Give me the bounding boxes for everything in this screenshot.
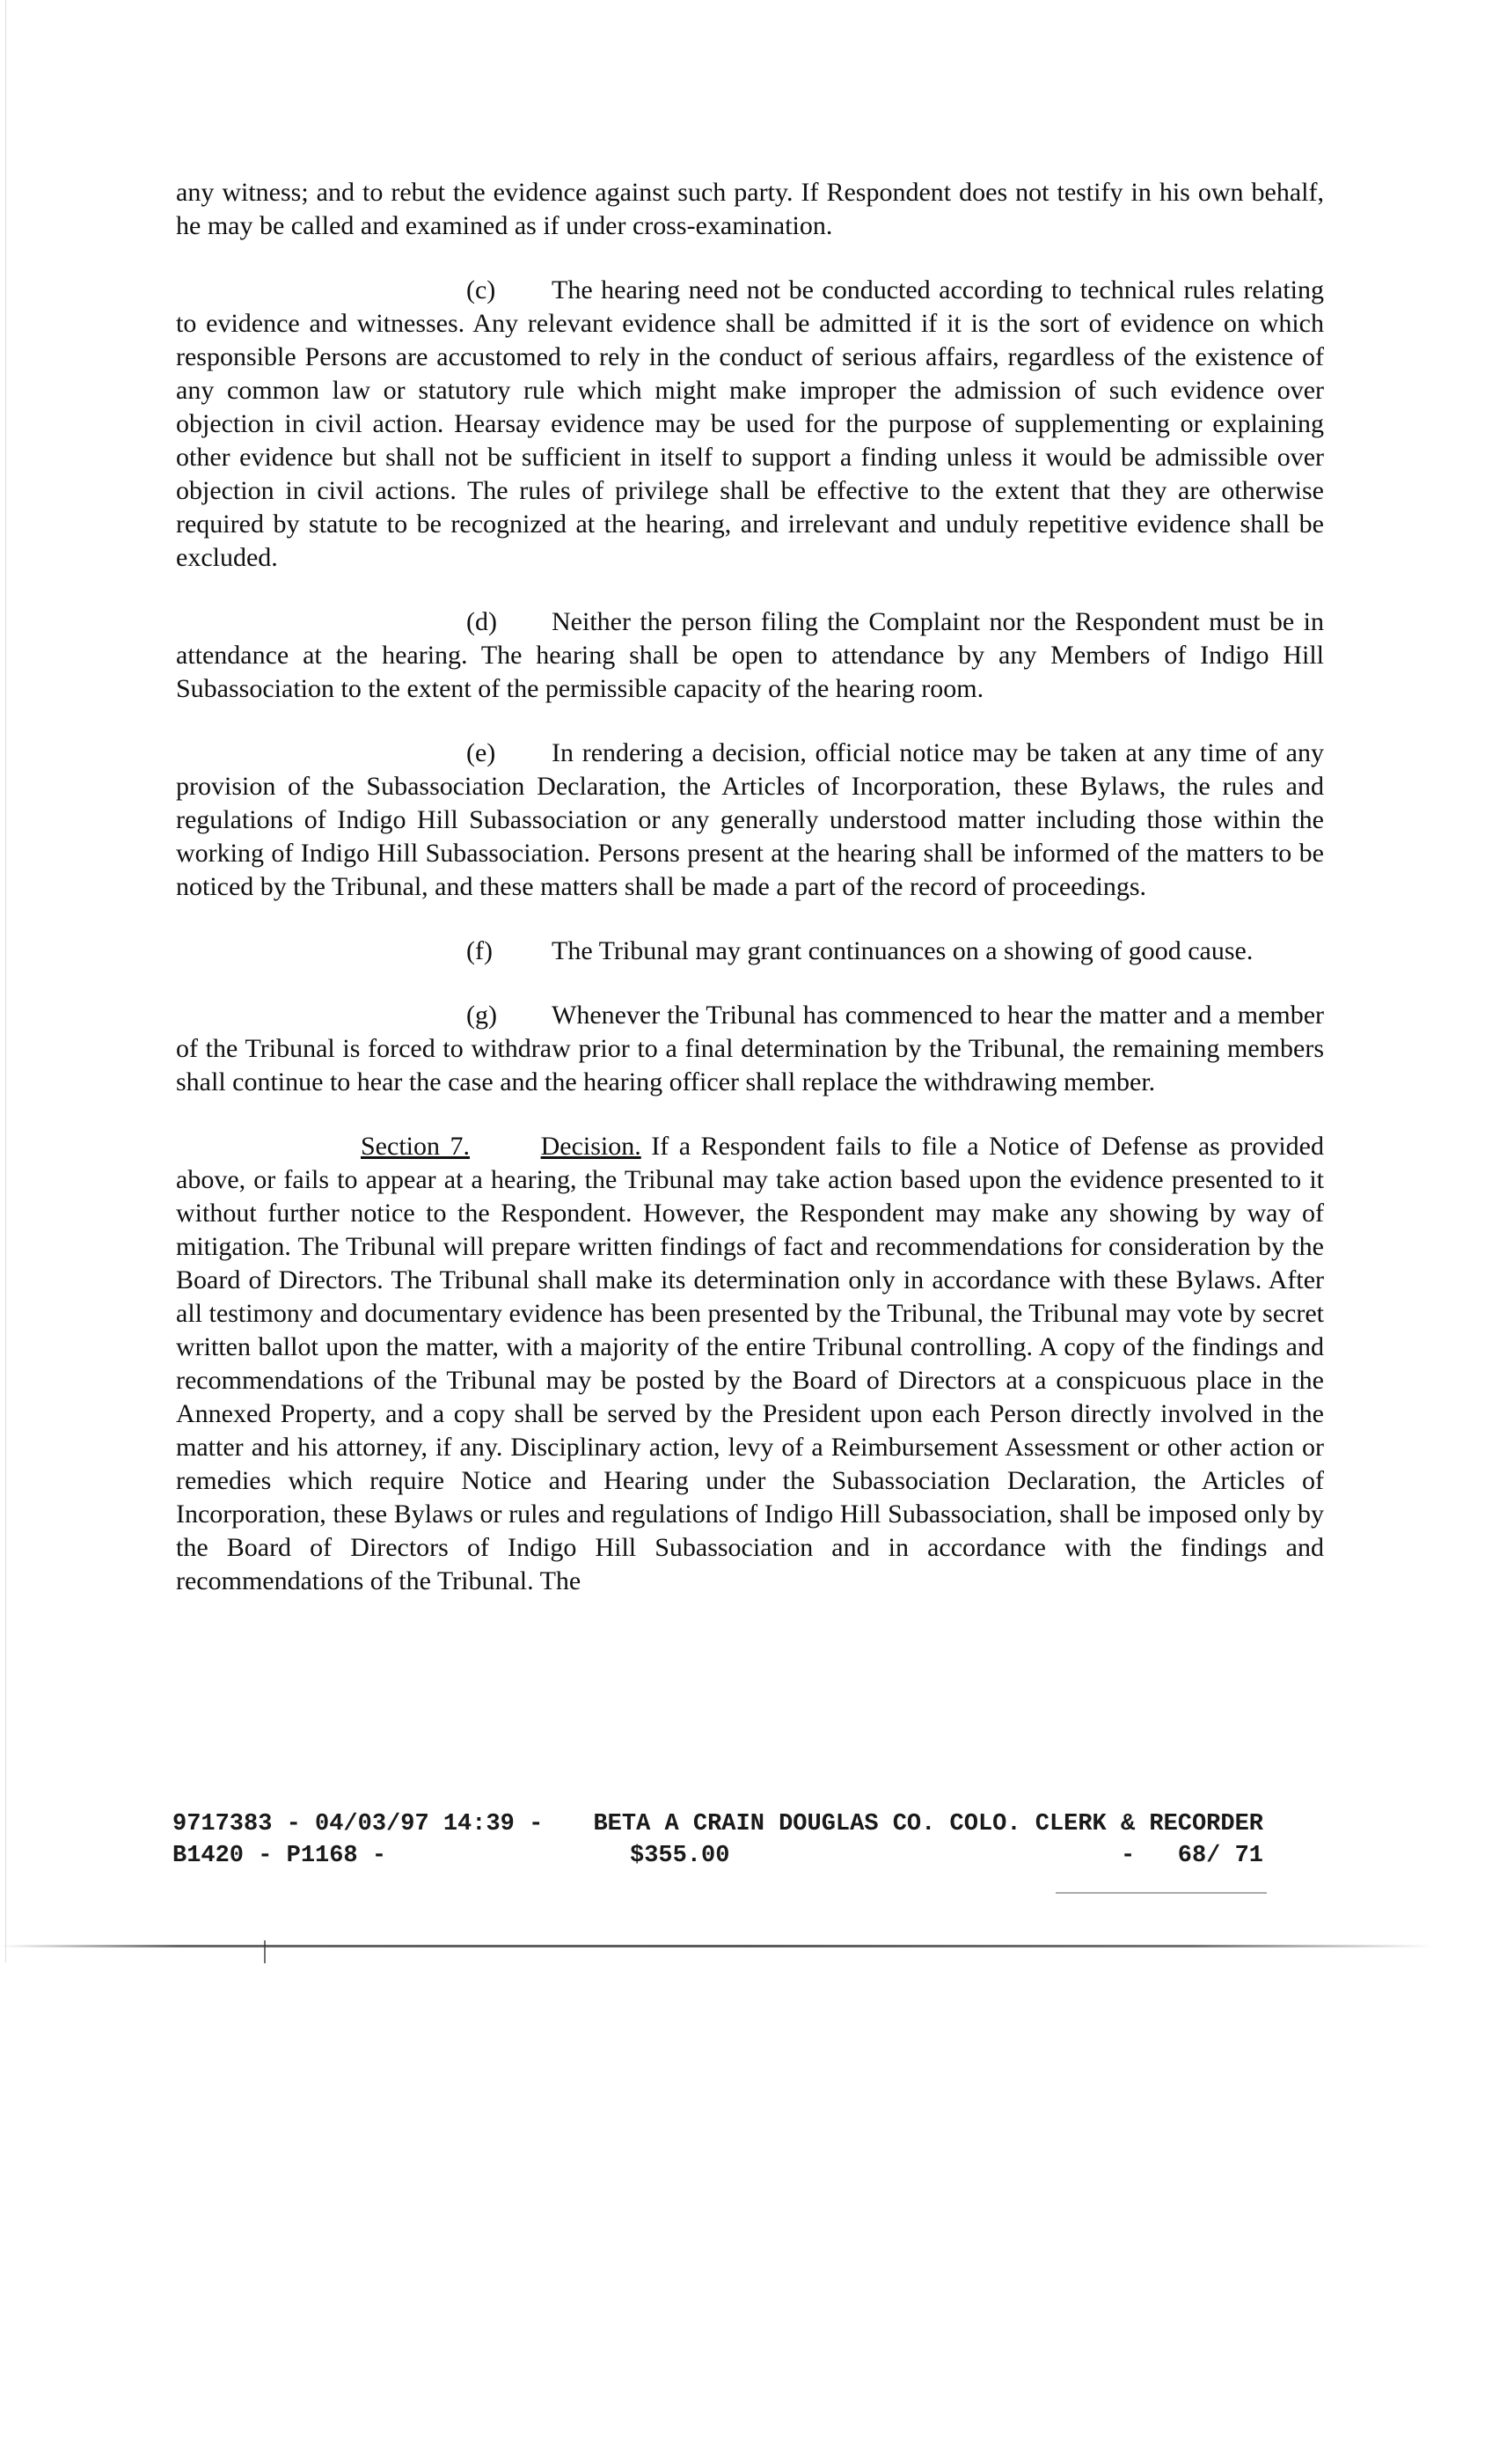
recorder-office: BETA A CRAIN DOUGLAS CO. COLO. CLERK & RECORDER	[593, 1811, 1263, 1837]
scan-tick-mark	[264, 1940, 266, 1963]
scan-bottom-rule	[0, 1945, 1492, 1947]
paragraph-d	[176, 605, 1324, 706]
subsection-label-c: (c)	[466, 275, 496, 304]
subsection-text-c: The hearing need not be conducted according to technical rules relating to evidence and witnesses. Any relevant evidence shall be admitted if it is the sort of evidence on which responsible Persons are accustomed to rely in the conduct of serious affairs, regardless of the existence of any common law or statutory rule which might make improper the admission of such evidence over objection in civil action. Hearsay evidence may be used for the purpose of supplementing or explaining other evidence but shall not be sufficient in itself to support a finding unless it would be admissible over objection in civil actions. The rules of privilege shall be effective to the extent that they are otherwise required by statute to be recognized at the hearing, and irrelevant and unduly repetitive evidence shall be excluded.	[176, 275, 1324, 572]
document-body	[176, 176, 1324, 1629]
recording-fee: $355.00	[630, 1843, 730, 1869]
recording-stamp-line-1	[172, 1808, 1263, 1840]
subsection-label-g: (g)	[466, 1001, 497, 1030]
scan-margin-line	[5, 0, 6, 1962]
section-7-paragraph	[176, 1130, 1324, 1598]
paragraph-intro: any witness; and to rebut the evidence against such party. If Respondent does not testify in his own behalf, he may be called and examined as if under cross-examination.	[176, 178, 1324, 240]
scan-artifact-line	[1056, 1892, 1267, 1894]
recording-stamp-line-2	[172, 1840, 1263, 1872]
section-7-label: Section 7.	[361, 1132, 470, 1161]
paragraph-f	[176, 935, 1324, 968]
subsection-label-d: (d)	[466, 607, 497, 636]
subsection-text-g: Whenever the Tribunal has commenced to hear the matter and a member of the Tribunal is forced to withdraw prior to a final determination by the Tribunal, the remaining members shall continue to hear the case and the hearing officer shall replace the withdrawing member.	[176, 1001, 1324, 1096]
section-7-text: If a Respondent fails to file a Notice of Defense as provided above, or fails to appear at a hearing, the Tribunal may take action based upon the evidence presented to it without further notice to the Respondent. However, the Respondent may make any showing by way of mitigation. The Tribunal will prepare written findings of fact and recommendations for consideration by the Board of Directors. The Tribunal shall make its determination only in accordance with these Bylaws. After all testimony and documentary evidence has been presented by the Tribunal, the Tribunal may vote by secret written ballot upon the matter, with a majority of the entire Tribunal controlling. A copy of the findings and recommendations of the Tribunal may be posted by the Board of Directors at a conspicuous place in the Annexed Property, and a copy shall be served by the President upon each Person directly involved in the matter and his attorney, if any. Disciplinary action, levy of a Reimbursement Assessment or other action or remedies which require Notice and Hearing under the Subassociation Declaration, the Articles of Incorporation, these Bylaws or rules and regulations of Indigo Hill Subassociation, shall be imposed only by the Board of Directors of Indigo Hill Subassociation and in accordance with the findings and recommendations of the Tribunal. The	[176, 1132, 1324, 1595]
page-count: - 68/ 71	[1120, 1843, 1263, 1869]
reception-number: 9717383 - 04/03/97 14:39 -	[172, 1811, 544, 1837]
paragraph-g	[176, 999, 1324, 1099]
subsection-text-d: Neither the person filing the Complaint nor the Respondent must be in attendance at the hearing. The hearing shall be open to attendance by any Members of Indigo Hill Subassociation to the extent of the permissible capacity of the hearing room.	[176, 607, 1324, 703]
subsection-text-e: In rendering a decision, official notice may be taken at any time of any provision of the Subassociation Declaration, the Articles of Incorporation, these Bylaws, the rules and regulations of Indigo Hill Subassociation or any generally understood matter including those within the working of Indigo Hill Subassociation. Persons present at the hearing shall be informed of the matters to be noticed by the Tribunal, and these matters shall be made a part of the record of proceedings.	[176, 738, 1324, 901]
subsection-label-e: (e)	[466, 738, 496, 767]
paragraph-c	[176, 274, 1324, 575]
subsection-text-f: The Tribunal may grant continuances on a showing of good cause.	[552, 936, 1254, 965]
book-page-reference: B1420 - P1168 -	[172, 1843, 387, 1869]
recording-stamp	[172, 1808, 1263, 1872]
paragraph-e	[176, 737, 1324, 904]
subsection-label-f: (f)	[466, 936, 493, 965]
section-7-title: Decision.	[540, 1132, 641, 1161]
